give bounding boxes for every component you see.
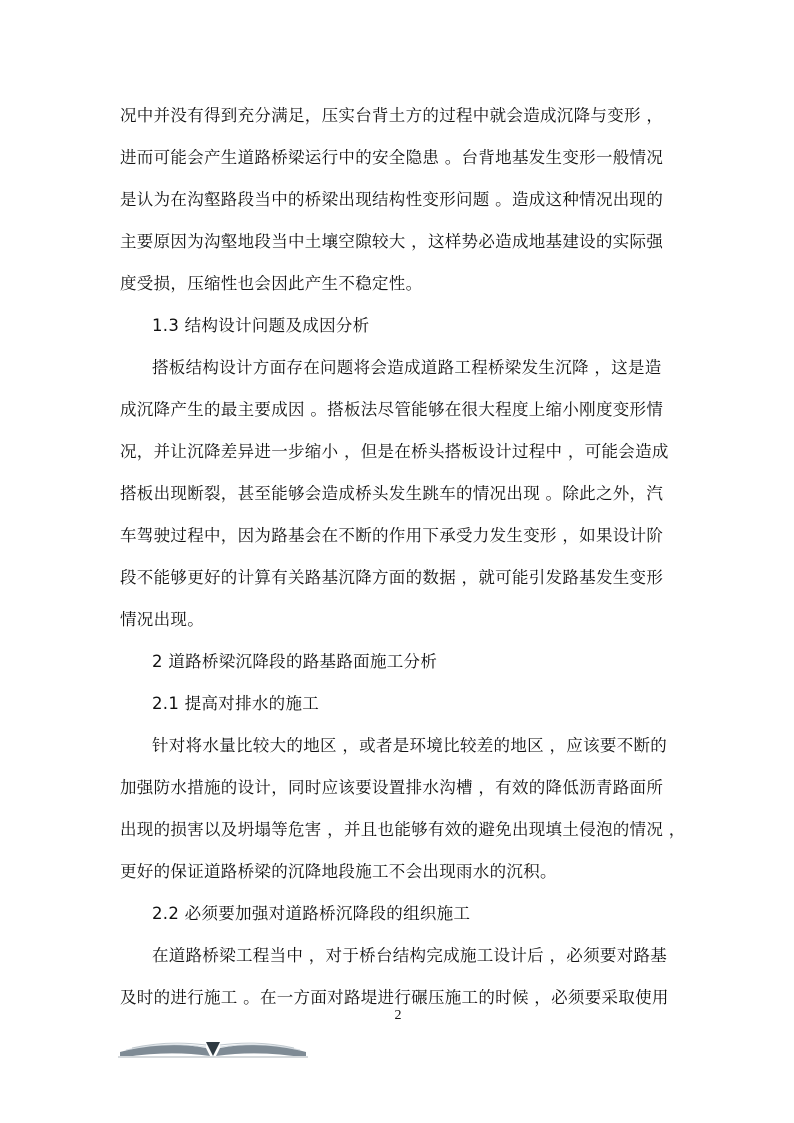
body-text-line: 加强防水措施的设计，同时应该要设置排水沟槽 ，有效的降低沥青路面所 <box>120 778 664 797</box>
body-text-line: 车驾驶过程中，因为路基会在不断的作用下承受力发生变形 ，如果设计阶 <box>120 526 664 545</box>
body-text-line: 成沉降产生的最主要成因 。搭板法尽管能够在很大程度上缩小刚度变形情 <box>120 400 664 419</box>
body-text-line: 况中并没有得到充分满足，压实台背土方的过程中就会造成沉降与变形 ， <box>120 106 664 125</box>
page-number: 2 <box>394 1008 402 1023</box>
body-text-line: 进而可能会产生道路桥梁运行中的安全隐患 。台背地基发生变形一般情况 <box>120 148 664 167</box>
section-heading: 1.3 结构设计问题及成因分析 <box>152 316 370 335</box>
body-text-line: 在道路桥梁工程当中 ，对于桥台结构完成施工设计后 ，必须要对路基 <box>152 946 668 965</box>
body-text-line: 搭板出现断裂，甚至能够会造成桥头发生跳车的情况出现 。除此之外，汽 <box>120 484 664 503</box>
body-text-line: 度受损，压缩性也会因此产生不稳定性。 <box>120 274 423 293</box>
body-text-line: 搭板结构设计方面存在问题将会造成道路工程桥梁发生沉降 ，这是造 <box>152 358 662 377</box>
body-text-line: 况，并让沉降差异进一步缩小 ，但是在桥头搭板设计过程中 ，可能会造成 <box>120 442 669 461</box>
body-text-line: 及时的进行施工 。在一方面对路堤进行碾压施工的时候 ，必须要采取使用 <box>120 988 669 1007</box>
subsection-heading: 2.1 提高对排水的施工 <box>152 694 320 713</box>
subsection-heading: 2.2 必须要加强对道路桥沉降段的组织施工 <box>152 904 471 923</box>
section-heading: 2 道路桥梁沉降段的路基路面施工分析 <box>152 652 438 671</box>
open-book-icon <box>118 1030 308 1060</box>
body-text-line: 主要原因为沟壑地段当中土壤空隙较大 ，这样势必造成地基建设的实际强 <box>120 232 664 251</box>
body-text-line: 段不能够更好的计算有关路基沉降方面的数据 ，就可能引发路基发生变形 <box>120 568 664 587</box>
body-text-line: 情况出现。 <box>120 610 204 629</box>
body-text-line: 出现的损害以及坍塌等危害 ，并且也能够有效的避免出现填土侵泡的情况 ， <box>120 820 686 839</box>
body-text-line: 是认为在沟壑路段当中的桥梁出现结构性变形问题 。造成这种情况出现的 <box>120 190 664 209</box>
body-text-line: 针对将水量比较大的地区 ，或者是环境比较差的地区 ，应该要不断的 <box>152 736 668 755</box>
body-text-line: 更好的保证道路桥梁的沉降地段施工不会出现雨水的沉积。 <box>120 862 557 881</box>
